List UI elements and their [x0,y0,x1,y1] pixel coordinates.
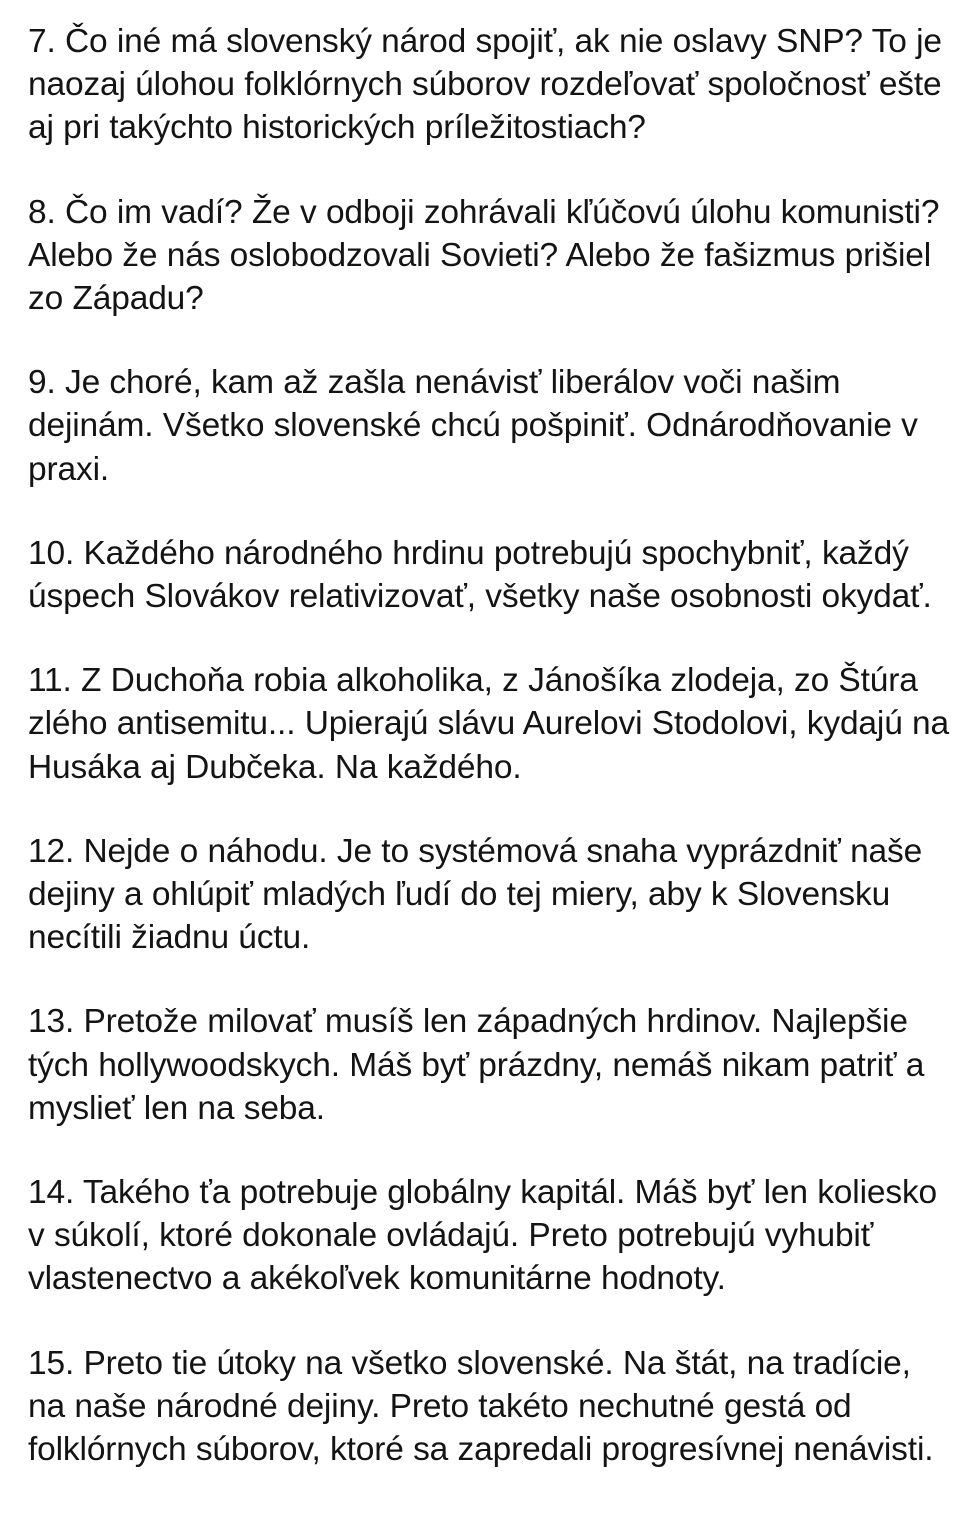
paragraph-13: 13. Pretože milovať musíš len západných hrdinov. Najlepšie tých hollywoodskych. Máš byť prázdny, nemáš nikam patriť a myslieť len na seba. [28,1003,934,1127]
post-text-body [28,20,959,1471]
paragraph-10: 10. Každého národného hrdinu potrebujú spochybniť, každý úspech Slovákov relativizovať, všetky naše osobnosti okydať. [28,534,932,616]
paragraph-7: 7. Čo iné má slovenský národ spojiť, ak nie oslavy SNP? To je naozaj úlohou folklórnych súborov rozdeľovať spoločnosť ešte aj pri takýchto historických príležitostiach? [28,23,952,147]
paragraph-15: 15. Preto tie útoky na všetko slovenské. Na štát, na tradície, na naše národné dejiny. Preto takéto nechutné gestá od folklórnych súborov, ktoré sa zapredali progresívnej nenávisti. [28,1344,934,1469]
paragraph-14: 14. Takého ťa potrebuje globálny kapitál. Máš byť len koliesko v súkolí, ktoré dokonale ovládajú. Preto potrebujú vyhubiť vlastenectvo a akékoľvek komunitárne hodnoty. [28,1174,947,1298]
paragraph-11: 11. Z Duchoňa robia alkoholika, z Jánošíka zlodeja, zo Štúra zlého antisemitu... Upierajú slávu Aurelovi Stodolovi, kydajú na Husáka aj Dubčeka. Na každého. [28,662,959,786]
paragraph-8: 8. Čo im vadí? Že v odboji zohrávali kľúčovú úlohu komunisti? Alebo že nás oslobodzovali Sovieti? Alebo že fašizmus prišiel zo Západu? [28,193,947,318]
paragraph-12: 12. Nejde o náhodu. Je to systémová snaha vyprázdniť naše dejiny a ohlúpiť mladých ľudí do tej miery, aby k Slovensku necítili žiadnu úctu. [28,832,932,957]
paragraph-9: 9. Je choré, kam až zašla nenávisť liberálov voči našim dejinám. Všetko slovenské chcú pošpiniť. Odnárodňovanie v praxi. [28,364,928,488]
